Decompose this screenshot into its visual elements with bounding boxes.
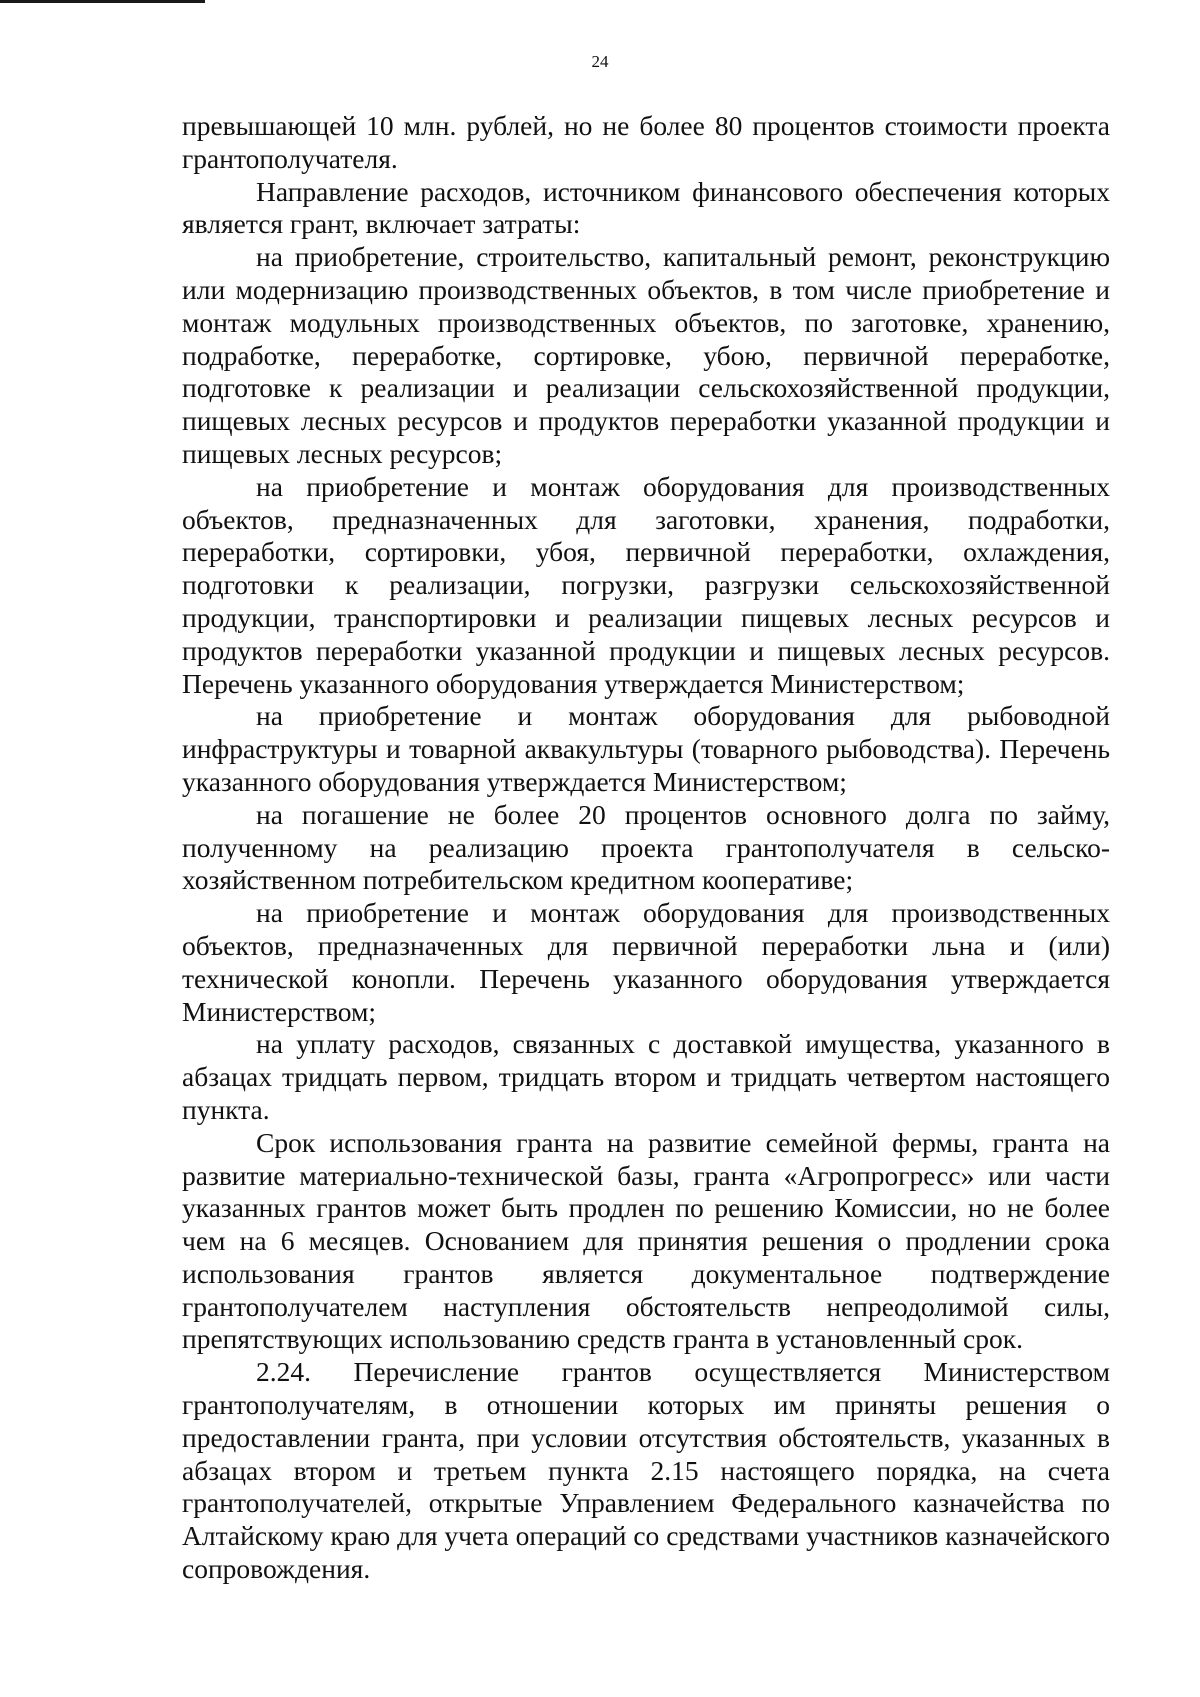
paragraph-loan-repayment: на погашение не более 20 процентов основного долга по займу, полученному на реализацию проекта грантополучателя в сельско-хозяйственном потребительском кредитном кооперативе; (182, 798, 1110, 896)
paragraph-continuation: превышающей 10 млн. рублей, но не более 80 процентов стоимости проекта грантополучателя. (182, 110, 1110, 174)
paragraph-construction-costs: на приобретение, строительство, капитальный ремонт, реконструкцию или модернизацию производственных объектов, в том числе приобретение и монтаж модульных производственных объектов, по заготовке, хранению, подработке, переработке, сортировке, убою, первичной переработке, подготовке к реализации и реализации сельскохозяйственной продукции, пищевых лесных ресурсов и продуктов переработки указанной продукции и пищевых лесных ресурсов; (182, 241, 1110, 469)
page-number: 24 (591, 52, 609, 71)
paragraph-expense-directions: Направление расходов, источником финансового обеспечения которых является грант, включает затраты: (182, 175, 1110, 240)
paragraph-section-2-24: 2.24. Перечисление грантов осуществляется Министерством грантополучателям, в отношении которых им приняты решения о предоставлении гранта, при условии отсутствия обстоятельств, указанных в абзацах втором и третьем пункта 2.15 настоящего порядка, на счета грантополучателей, открытые Управлением Федерального казначейства по Алтайскому краю для учета операций со средствами участников казначейского сопровождения. (182, 1356, 1110, 1585)
scan-edge-mark (0, 0, 205, 3)
paragraph-equipment-costs: на приобретение и монтаж оборудования для производственных объектов, предназначенных для заготовки, хранения, подработки, переработки, сортировки, убоя, первичной переработки, охлаждения, подготовки к реализации, погрузки, разгрузки сельскохозяйственной продукции, транспортировки и реализации пищевых лесных ресурсов и продуктов переработки указанной продукции и пищевых лесных ресурсов. Перечень указанного оборудования утверждается Министерством; (182, 470, 1110, 699)
paragraph-aquaculture-equipment: на приобретение и монтаж оборудования для рыбоводной инфраструктуры и товарной аквакультуры (товарного рыбоводства). Перечень указанного оборудования утверждается Министерством; (182, 700, 1110, 797)
document-body (182, 110, 1110, 1586)
paragraph-flax-hemp-equipment: на приобретение и монтаж оборудования для производственных объектов, предназначенных для первичной переработки льна и (или) технической конопли. Перечень указанного оборудования утверждается Министерством; (182, 897, 1110, 1027)
paragraph-delivery-costs: на уплату расходов, связанных с доставкой имущества, указанного в абзацах тридцать первом, тридцать втором и тридцать четвертом настоящего пункта. (182, 1028, 1110, 1125)
paragraph-grant-term-extension: Срок использования гранта на развитие семейной фермы, гранта на развитие материально-технической базы, гранта «Агропрогресс» или части указанных грантов может быть продлен по решению Комиссии, но не более чем на 6 месяцев. Основанием для принятия решения о продлении срока использования грантов является документальное подтверждение грантополучателем наступления обстоятельств непреодолимой силы, препятствующих использованию средств гранта в установленный срок. (182, 1126, 1110, 1355)
